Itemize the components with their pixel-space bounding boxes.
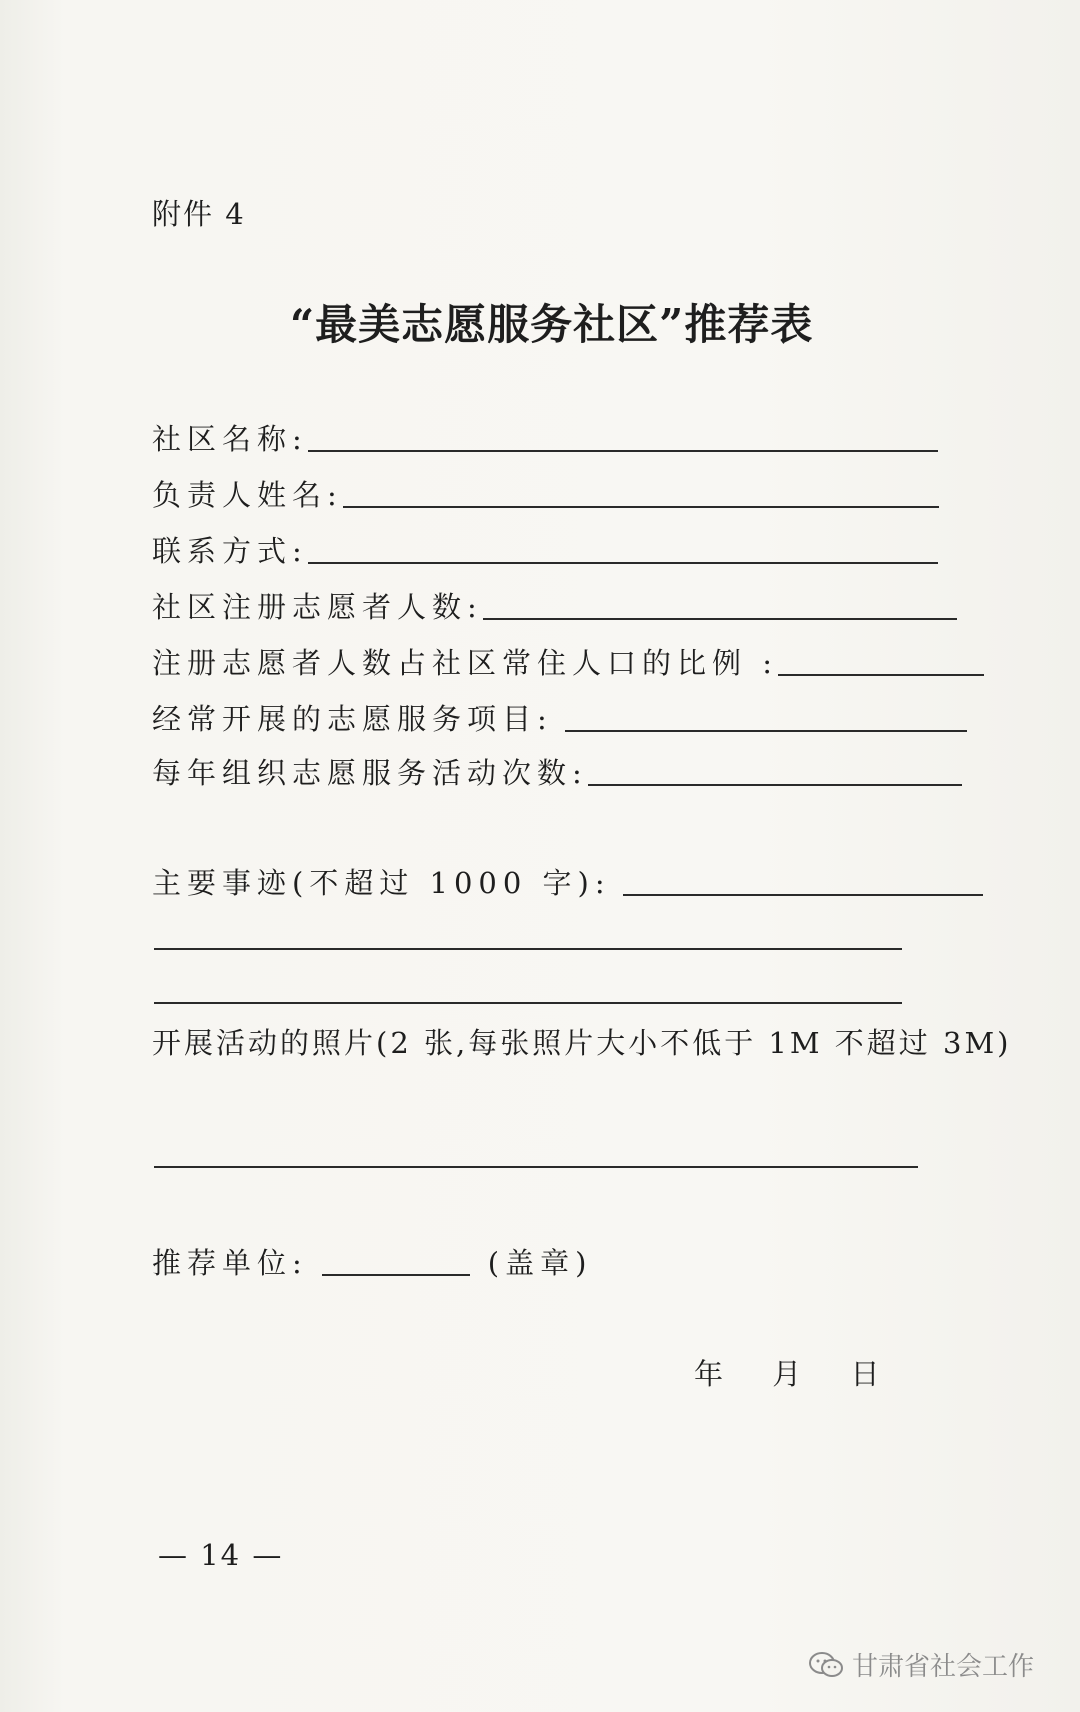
field-label: 社区注册志愿者人数: [152, 590, 483, 624]
page-number: — 14 — [158, 1538, 284, 1572]
fill-in-line [322, 1274, 470, 1276]
field-label: 经常开展的志愿服务项目: [152, 702, 553, 736]
field-label: 主要事迹(不超过 1000 字): [152, 866, 611, 900]
field-service-projects [152, 702, 967, 736]
field-label: 开展活动的照片(2 张,每张照片大小不低于 1M 不超过 3M) [152, 1026, 1012, 1060]
fill-in-line [308, 562, 938, 564]
watermark-text: 甘肃省社会工作 [852, 1652, 1035, 1682]
field-label: 联系方式: [152, 534, 308, 568]
field-label: 推荐单位: [152, 1246, 308, 1280]
field-contact [152, 534, 938, 568]
attachment-label: 附件 4 [152, 197, 246, 231]
fill-in-line [623, 894, 983, 896]
fill-in-line [588, 784, 962, 786]
field-leader-name [152, 478, 939, 512]
photos-line [154, 1166, 918, 1168]
date-line [694, 1352, 879, 1393]
fill-in-line [778, 674, 984, 676]
field-label: 社区名称: [152, 422, 308, 456]
form-title: “最美志愿服务社区”推荐表 [290, 300, 814, 349]
field-community-name [152, 422, 938, 456]
deeds-continuation-line [154, 1002, 902, 1004]
seal-note: (盖章) [487, 1246, 593, 1280]
fill-in-line [565, 730, 967, 732]
deeds-continuation-line [154, 948, 902, 950]
field-registered-volunteers [152, 590, 957, 624]
date-month: 月 [772, 1357, 802, 1391]
date-year: 年 [694, 1357, 724, 1391]
field-label: 每年组织志愿服务活动次数: [152, 756, 588, 790]
date-day: 日 [850, 1357, 880, 1391]
wechat-icon [808, 1651, 844, 1679]
field-activity-count [152, 756, 962, 790]
fill-in-line [343, 506, 939, 508]
fill-in-line [483, 618, 957, 620]
field-volunteer-ratio [152, 646, 984, 680]
field-main-deeds [152, 866, 983, 900]
watermark [808, 1646, 1034, 1683]
field-photos [152, 1026, 1011, 1060]
field-label: 注册志愿者人数占社区常住人口的比例 : [152, 646, 778, 680]
field-recommender [152, 1246, 592, 1280]
fill-in-line [308, 450, 938, 452]
field-label: 负责人姓名: [152, 478, 343, 512]
